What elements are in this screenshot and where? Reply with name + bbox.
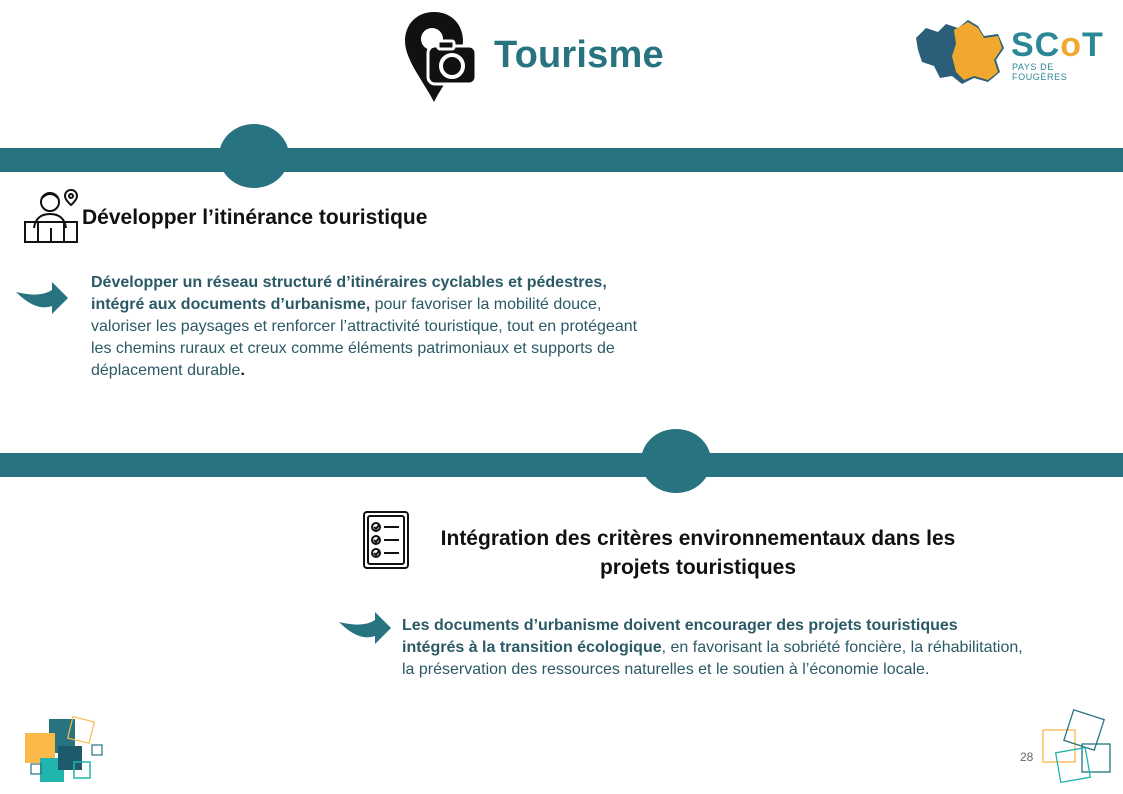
page-number: 28 bbox=[1020, 750, 1034, 764]
map-pin-camera-icon bbox=[402, 10, 478, 106]
logo-subtitle: PAYS DE FOUGÈRES bbox=[1012, 62, 1068, 82]
scot-logo bbox=[912, 16, 1102, 88]
logo-wordmark: SCoT bbox=[1011, 26, 1104, 64]
section2-heading: Intégration des critères environnementaux dans les projets touristiques bbox=[440, 527, 956, 579]
section-marker-2 bbox=[641, 429, 711, 493]
section1-body: Développer un réseau structuré d’itinéraires cyclables et pédestres, intégré aux documents d’urbanisme, pour favoriser la mobilité douce, valoriser les paysages et renforcer l’attractivité touristique, tout en protégeant les chemins ruraux et creux comme éléments patrimoniaux et supports de déplacement durable. bbox=[91, 274, 638, 379]
section-band-1 bbox=[0, 148, 1123, 172]
decorative-squares-left bbox=[22, 714, 106, 786]
section2-body: Les documents d’urbanisme doivent encourager des projets touristiques intégrés à la transition écologique, en favorisant la sobriété foncière, la réhabilitation, la préservation des ressources naturelles et le soutien à l’économie locale. bbox=[402, 617, 1023, 678]
section-marker-1 bbox=[219, 124, 289, 188]
section-band-2 bbox=[0, 453, 1123, 477]
decorative-squares-right bbox=[1038, 708, 1118, 788]
page-title: Tourisme bbox=[494, 34, 664, 76]
section1-heading: Développer l’itinérance touristique bbox=[82, 206, 428, 229]
hiker-map-icon bbox=[22, 188, 80, 244]
arrow-icon bbox=[339, 612, 393, 644]
arrow-icon bbox=[16, 282, 70, 314]
checklist-icon bbox=[363, 511, 409, 569]
territory-map-icon bbox=[912, 16, 1008, 86]
